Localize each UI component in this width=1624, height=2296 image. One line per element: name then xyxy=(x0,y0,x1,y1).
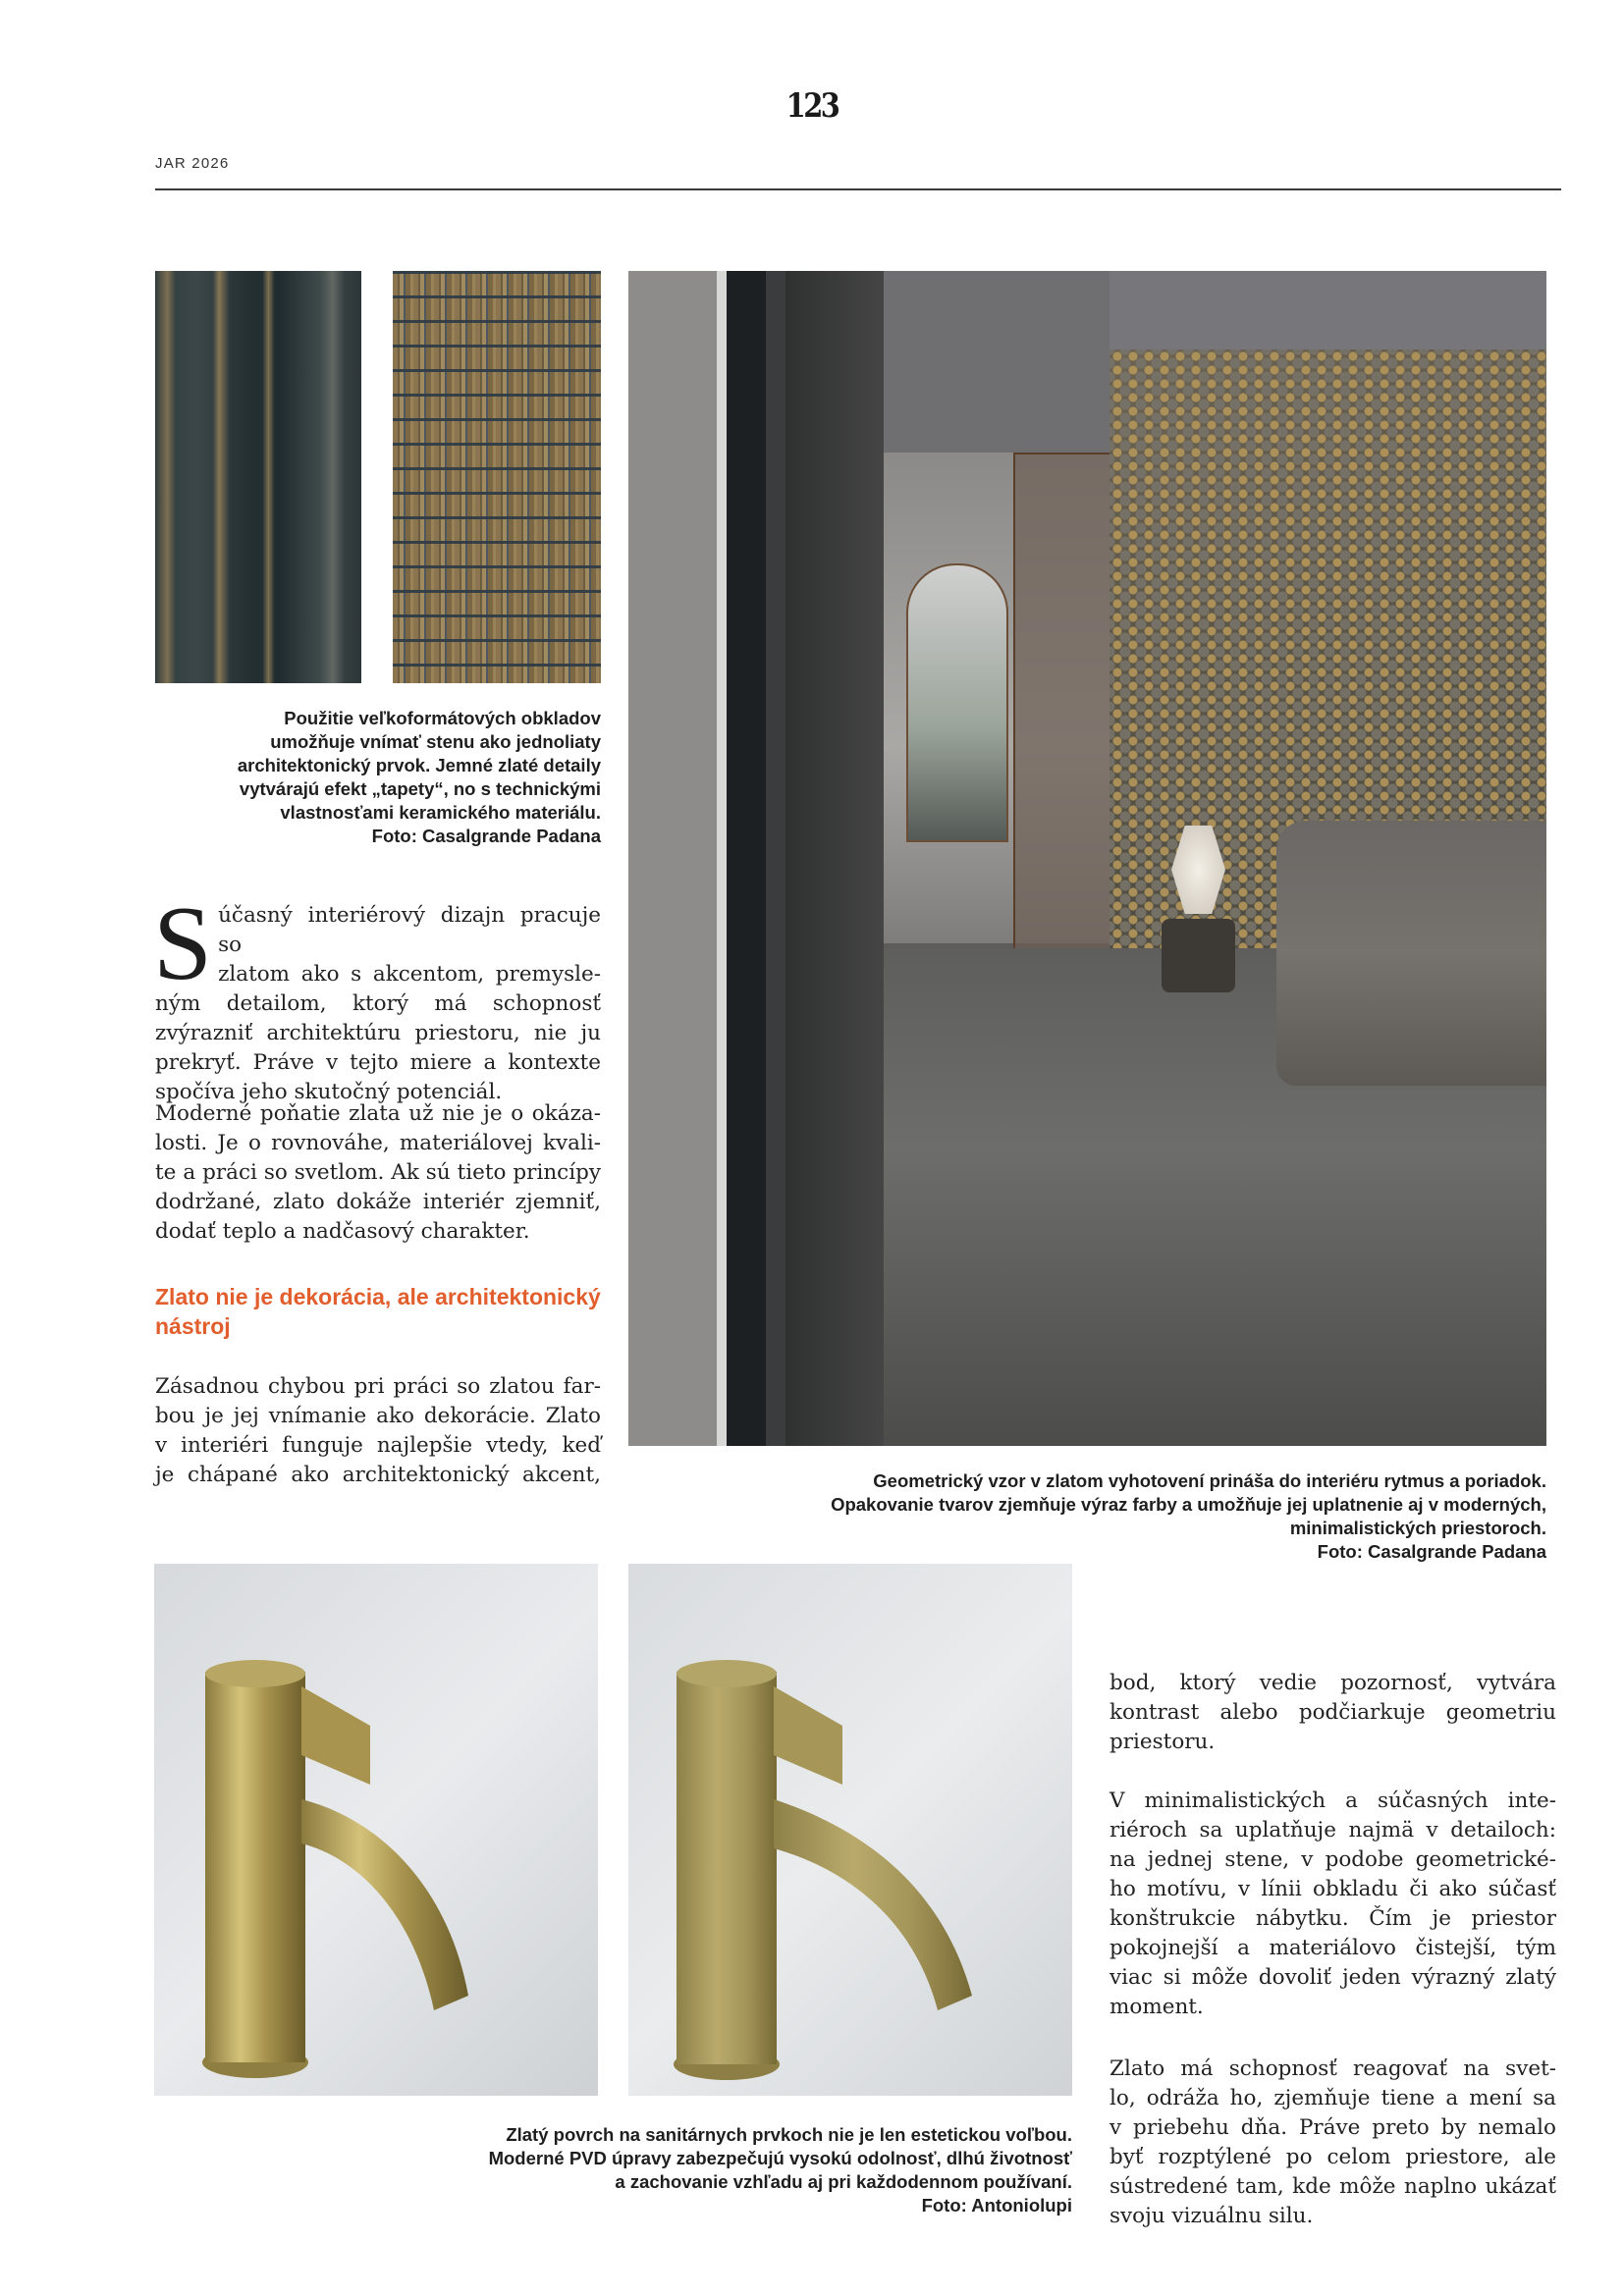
article-paragraph xyxy=(1110,2055,1556,2231)
main-photo-caption xyxy=(628,1469,1546,1564)
text-line: dodržané, zlato dokáže interiér zjemniť, xyxy=(155,1190,601,1214)
tiles-caption xyxy=(155,707,601,848)
photo-credit: Foto: Casalgrande Padana xyxy=(371,826,601,846)
text-line: bou je jej vnímanie ako dekorácie. Zlato xyxy=(155,1404,601,1428)
article-paragraph xyxy=(1110,1787,1556,2022)
text-line: bod, ktorý vedie pozornosť, vytvára xyxy=(1110,1671,1556,1695)
page-number: 123 xyxy=(785,86,839,126)
faucet-top xyxy=(677,1660,777,1687)
issue-label: JAR 2026 xyxy=(155,155,230,172)
text-line: svoju vizuálnu silu. xyxy=(1110,2204,1314,2228)
text-line: ným detailom, ktorý má schopnosť xyxy=(155,991,601,1016)
drop-cap: S xyxy=(153,885,213,1002)
caption-line: Geometrický vzor v zlatom vyhotovení prináša do interiéru rytmus a poriadok. xyxy=(873,1470,1546,1491)
article-paragraph xyxy=(155,1372,601,1490)
faucet-spout xyxy=(301,1799,468,2010)
text-line: viac si môže dovoliť jeden výrazný zlatý xyxy=(1110,1965,1556,1990)
caption-line: minimalistických priestoroch. xyxy=(1289,1518,1546,1538)
faucet-spout xyxy=(774,1799,972,2010)
caption-line: Opakovanie tvarov zjemňuje výraz farby a umožňuje jej uplatnenie aj v moderných, xyxy=(831,1494,1546,1515)
caption-line: Moderné PVD úpravy zabezpečujú vysokú odolnosť, dlhú životnosť xyxy=(488,2148,1072,2168)
text-line: pokojnejší a materiálovo čistejší, tým xyxy=(1110,1936,1556,1960)
text-line: dodať teplo a nadčasový charakter. xyxy=(155,1219,530,1244)
article-paragraph-intro xyxy=(153,885,601,1107)
ceiling-recess xyxy=(884,271,1110,453)
text-line: účasný interiérový dizajn pracuje so xyxy=(218,903,601,957)
faucet-illustration xyxy=(154,1564,598,2096)
section-heading: Zlato nie je dekorácia, ale architektonický nástroj xyxy=(155,1284,601,1339)
text-line: na jednej stene, v podobe geometrické- xyxy=(1110,1847,1556,1872)
text-line: Moderné poňatie zlata už nie je o okáza- xyxy=(155,1101,601,1126)
caption-line: umožňuje vnímať stenu ako jednoliaty xyxy=(270,731,601,752)
text-line: losti. Je o rovnováhe, materiálovej kvali- xyxy=(155,1131,601,1155)
text-line: je chápané ako architektonický akcent, xyxy=(155,1463,601,1487)
text-line: v interiéri funguje najlepšie vtedy, keď xyxy=(155,1433,601,1458)
text-line: spočíva jeho skutočný potenciál. xyxy=(155,1080,503,1104)
text-line: Zásadnou chybou pri práci so zlatou far- xyxy=(155,1374,601,1399)
wall-pillar xyxy=(785,271,884,1446)
text-line: Zlato má schopnosť reagovať na svet- xyxy=(1110,2056,1556,2081)
faucet-body xyxy=(205,1672,305,2062)
text-line: moment. xyxy=(1110,1995,1204,2019)
text-line: ho motívu, v línii obkladu či ako súčasť xyxy=(1110,1877,1556,1901)
text-line: te a práci so svetlom. Ak sú tieto princípy xyxy=(155,1160,601,1185)
photo-credit: Foto: Casalgrande Padana xyxy=(1317,1541,1546,1562)
text-line: sústredené tam, kde môže naplno ukázať xyxy=(1110,2174,1556,2199)
window-frame xyxy=(628,271,785,1446)
article-paragraph xyxy=(155,1099,601,1247)
text-line: zvýrazniť architektúru priestoru, nie ju xyxy=(155,1021,601,1045)
text-line: zlatom ako s akcentom, premysle- xyxy=(218,962,601,987)
caption-line: Použitie veľkoformátových obkladov xyxy=(284,708,601,728)
bed xyxy=(1276,821,1546,1086)
text-line: byť rozptýlené po celom priestore, ale xyxy=(1110,2145,1556,2169)
faucet-illustration xyxy=(628,1564,1072,2096)
faucet-caption xyxy=(155,2123,1072,2217)
article-paragraph xyxy=(1110,1669,1556,1757)
text-line: lo, odráža ho, zjemňuje tiene a mení sa xyxy=(1110,2086,1556,2110)
faucet-photo-brushed xyxy=(628,1564,1072,2096)
caption-line: Zlatý povrch na sanitárnych prvkoch nie je len estetickou voľbou. xyxy=(506,2124,1072,2145)
text-line: V minimalistických a súčasných inte- xyxy=(1110,1789,1556,1813)
nightstand xyxy=(1162,919,1235,992)
caption-line: a zachovanie vzhľadu aj pri každodennom používaní. xyxy=(615,2171,1072,2192)
faucet-top xyxy=(205,1660,305,1687)
text-line: konštrukcie nábytku. Čím je priestor xyxy=(1110,1906,1556,1931)
text-line: prekryť. Práve v tejto miere a kontexte xyxy=(155,1050,601,1075)
text-line: riéroch sa uplatňuje najmä v detailoch: xyxy=(1110,1818,1556,1842)
caption-line: vlastnosťami keramického materiálu. xyxy=(280,802,601,823)
header-divider xyxy=(155,188,1561,190)
glass-sliding-door xyxy=(1013,453,1113,977)
faucet-handle xyxy=(774,1686,842,1785)
text-line: kontrast alebo podčiarkuje geometriu xyxy=(1110,1700,1556,1725)
photo-credit: Foto: Antoniolupi xyxy=(921,2195,1072,2216)
faucet-body xyxy=(677,1672,777,2064)
caption-line: vytvárajú efekt „tapety“, no s technickými xyxy=(239,778,601,799)
bedroom-interior-photo xyxy=(628,271,1546,1446)
caption-line: architektonický prvok. Jemné zlaté detaily xyxy=(237,755,601,775)
tile-sample-image-right xyxy=(393,271,601,683)
faucet-handle xyxy=(301,1686,370,1785)
text-line: v priebehu dňa. Práve preto by nemalo xyxy=(1110,2115,1556,2140)
faucet-photo-polished xyxy=(154,1564,598,2096)
arched-mirror xyxy=(906,563,1008,842)
tile-sample-image-left xyxy=(155,271,361,683)
text-line: priestoru. xyxy=(1110,1730,1216,1754)
